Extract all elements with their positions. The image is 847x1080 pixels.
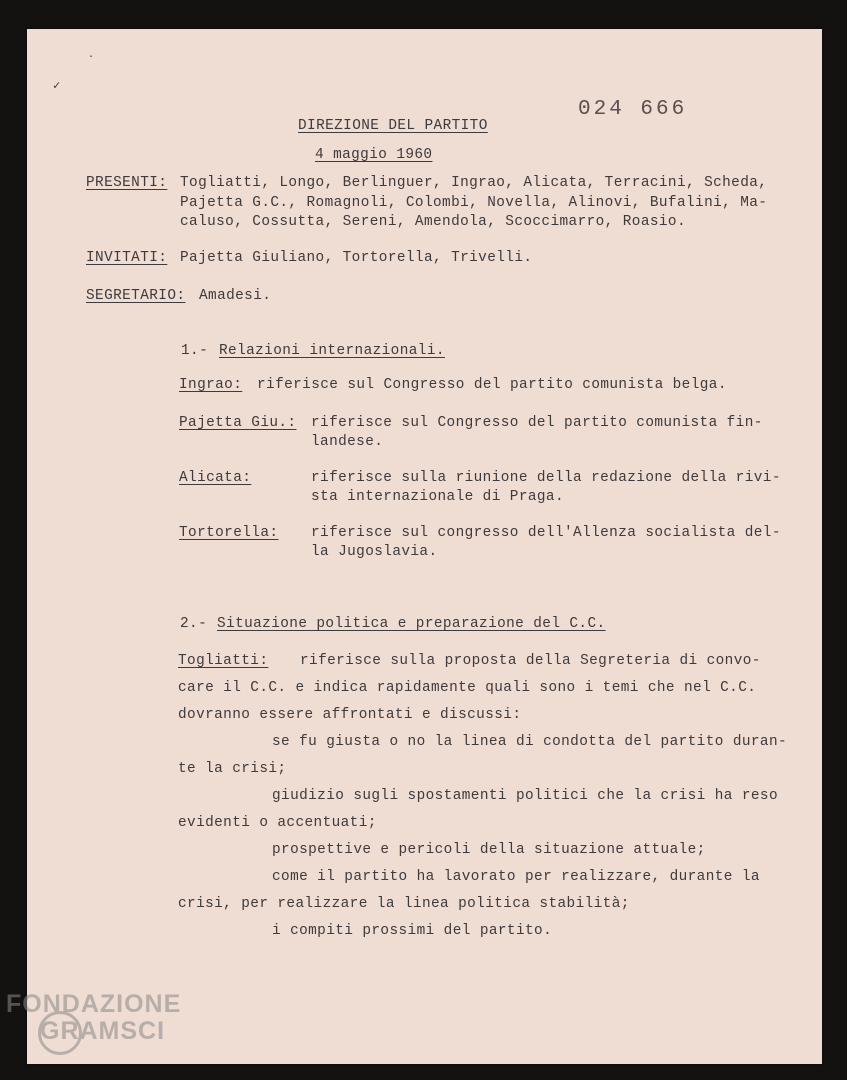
- presenti-label: PRESENTI:: [86, 175, 168, 191]
- togliatti-line-9: come il partito ha lavorato per realizzare, durante la: [272, 869, 760, 885]
- togliatti-line-11: i compiti prossimi del partito.: [272, 923, 553, 939]
- speaker-tortorella-text-1: riferisce sul congresso dell'Allenza socialista del-: [311, 525, 781, 541]
- section-2-number: 2.-: [180, 616, 208, 632]
- presenti-line-1: Togliatti, Longo, Berlinguer, Ingrao, Alicata, Terracini, Scheda,: [180, 175, 768, 191]
- presenti-line-3: caluso, Cossutta, Sereni, Amendola, Scoccimarro, Roasio.: [180, 214, 687, 230]
- segretario-value: Amadesi.: [199, 288, 272, 304]
- presenti-line-2: Pajetta G.C., Romagnoli, Colombi, Novella, Alinovi, Bufalini, Ma-: [180, 195, 768, 211]
- speaker-alicata-text-2: sta internazionale di Praga.: [311, 489, 565, 505]
- logo-text-line-2: GRAMSCI: [40, 1017, 166, 1045]
- invitati-label: INVITATI:: [86, 250, 168, 266]
- speaker-pajetta-giu-text-2: landese.: [311, 434, 384, 450]
- speaker-pajetta-giu-text-1: riferisce sul Congresso del partito comunista fin-: [311, 415, 763, 431]
- speaker-tortorella-text-2: la Jugoslavia.: [311, 544, 438, 560]
- togliatti-line-7: evidenti o accentuati;: [178, 815, 377, 831]
- togliatti-line-1: riferisce sulla proposta della Segreteria di convo-: [300, 653, 761, 669]
- segretario-label: SEGRETARIO:: [86, 288, 186, 304]
- section-1-number: 1.-: [181, 343, 209, 359]
- speaker-alicata-text-1: riferisce sulla riunione della redazione della rivi-: [311, 470, 781, 486]
- pencil-dot-icon: ·: [88, 52, 95, 63]
- archive-number: 024 666: [578, 98, 688, 121]
- speaker-alicata: Alicata:: [179, 470, 252, 486]
- speaker-tortorella: Tortorella:: [179, 525, 279, 541]
- invitati-value: Pajetta Giuliano, Tortorella, Trivelli.: [180, 250, 533, 266]
- speaker-pajetta-giu: Pajetta Giu.:: [179, 415, 297, 431]
- speaker-togliatti: Togliatti:: [178, 653, 269, 669]
- togliatti-line-4: se fu giusta o no la linea di condotta del partito duran-: [272, 734, 788, 750]
- togliatti-line-3: dovranno essere affrontati e discussi:: [178, 707, 522, 723]
- fondazione-gramsci-logo: [6, 990, 221, 1060]
- section-1-title: Relazioni internazionali.: [219, 343, 445, 359]
- togliatti-line-2: care il C.C. e indica rapidamente quali sono i temi che nel C.C.: [178, 680, 757, 696]
- document-title: DIREZIONE DEL PARTITO: [298, 118, 488, 134]
- section-2-title: Situazione politica e preparazione del C.C.: [217, 616, 606, 632]
- speaker-ingrao: Ingrao:: [179, 377, 243, 393]
- togliatti-line-8: prospettive e pericoli della situazione attuale;: [272, 842, 706, 858]
- togliatti-line-10: crisi, per realizzare la linea politica stabilità;: [178, 896, 630, 912]
- pencil-tick-icon: ✓: [53, 79, 61, 93]
- logo-text-line-1: FONDAZIONE: [6, 990, 182, 1018]
- togliatti-line-6: giudizio sugli spostamenti politici che la crisi ha reso: [272, 788, 779, 804]
- document-date: 4 maggio 1960: [315, 147, 433, 163]
- togliatti-line-5: te la crisi;: [178, 761, 287, 777]
- speaker-ingrao-text: riferisce sul Congresso del partito comunista belga.: [257, 377, 727, 393]
